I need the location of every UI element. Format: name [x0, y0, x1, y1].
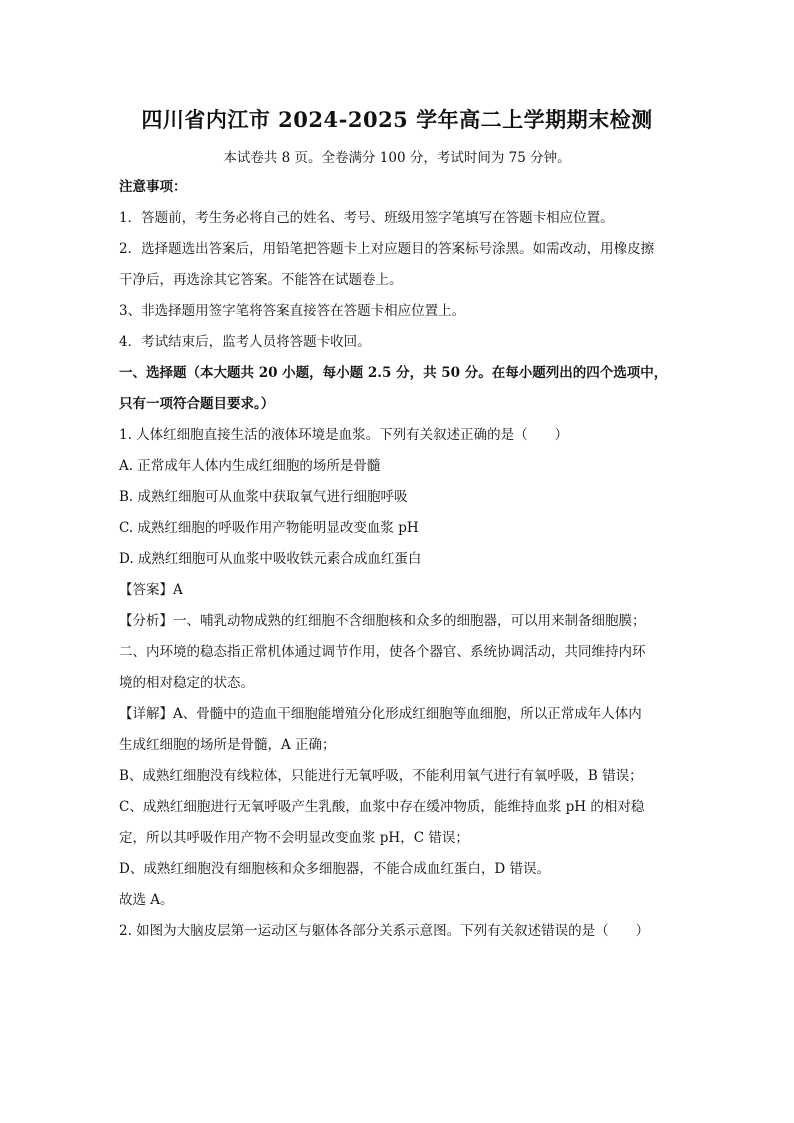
question-option: C. 成熟红细胞的呼吸作用产物能明显改变血浆 pH	[119, 520, 419, 536]
notice-item: 3、非选择题用签字笔将答案直接答在答题卡相应位置上。	[119, 303, 466, 319]
analysis-line: 境的相对稳定的状态。	[119, 675, 254, 691]
notice-item: 2．选择题选出答案后，用铅笔把答题卡上对应题目的答案标号涂黑。如需改动，用橡皮擦	[119, 241, 655, 257]
answer-line: 【答案】A	[119, 582, 183, 598]
question-option: A. 正常成年人体内生成红细胞的场所是骨髓	[119, 458, 381, 474]
notice-item: 干净后，再选涂其它答案。不能答在试题卷上。	[119, 272, 403, 288]
analysis-line: 【分析】一、哺乳动物成熟的红细胞不含细胞核和众多的细胞器，可以用来制备细胞膜；	[119, 613, 646, 629]
question-option: D. 成熟红细胞可从血浆中吸收铁元素合成血红蛋白	[119, 551, 422, 567]
detail-line: 故选 A。	[119, 892, 174, 908]
detail-line: C、成熟红细胞进行无氧呼吸产生乳酸，血浆中存在缓冲物质，能维持血浆 pH 的相对稳	[119, 799, 645, 815]
notice-item: 1．答题前，考生务必将自己的姓名、考号、班级用签字笔填写在答题卡相应位置。	[119, 210, 614, 226]
page-title: 四川省内江市 2024-2025 学年高二上学期期末检测	[141, 107, 653, 132]
notice-item: 4．考试结束后，监考人员将答题卡收回。	[119, 334, 371, 350]
detail-line: B、成熟红细胞没有线粒体，只能进行无氧呼吸，不能利用氧气进行有氧呼吸，B 错误；	[119, 768, 643, 784]
section-heading: 只有一项符合题目要求。）	[119, 396, 275, 412]
analysis-line: 二、内环境的稳态指正常机体通过调节作用，使各个器官、系统协调活动，共同维持内环	[119, 644, 646, 660]
detail-line: D、成熟红细胞没有细胞核和众多细胞器，不能合成血红蛋白，D 错误。	[119, 861, 550, 877]
question-option: B. 成熟红细胞可从血浆中获取氧气进行细胞呼吸	[119, 489, 408, 505]
notice-heading: 注意事项：	[119, 179, 187, 195]
detail-line: 【详解】A、骨髓中的造血干细胞能增殖分化形成红细胞等血细胞，所以正常成年人体内	[119, 706, 642, 722]
section-heading: 一、选择题（本大题共 20 小题，每小题 2.5 分，共 50 分。在每小题列出的四个选项中，	[119, 365, 668, 381]
detail-line: 生成红细胞的场所是骨髓，A 正确；	[119, 737, 336, 753]
page-subtitle: 本试卷共 8 页。全卷满分 100 分，考试时间为 75 分钟。	[223, 150, 571, 166]
question-stem: 2. 如图为大脑皮层第一运动区与躯体各部分关系示意图。下列有关叙述错误的是（ ）	[119, 923, 650, 939]
detail-line: 定，所以其呼吸作用产物不会明显改变血浆 pH，C 错误；	[119, 830, 469, 846]
question-stem: 1. 人体红细胞直接生活的液体环境是血浆。下列有关叙述正确的是（ ）	[119, 427, 569, 443]
